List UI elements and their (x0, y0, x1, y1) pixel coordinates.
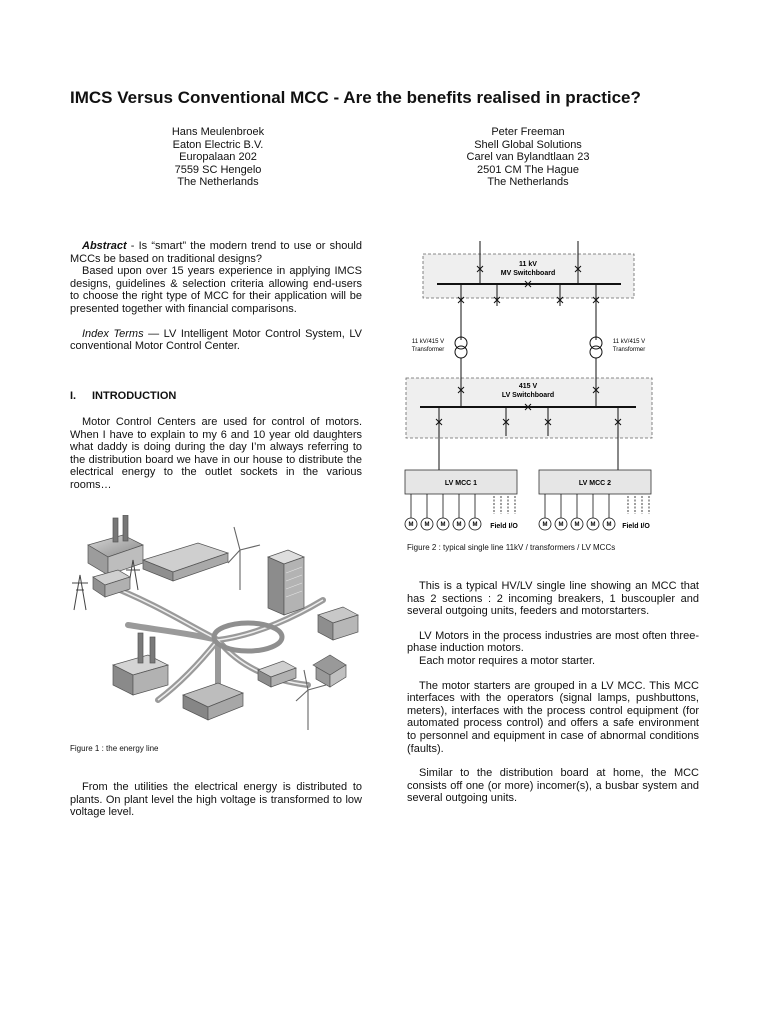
tx2-label-1: 11 kV/415 V (612, 339, 646, 345)
intro-paragraph (70, 416, 362, 492)
right-paragraph-2b: Each motor requires a motor starter. (419, 654, 596, 667)
author-country: The Netherlands (177, 176, 259, 189)
tx2-label-2: Transformer (612, 347, 646, 353)
abstract-text-2: Based upon over 15 years experience in applying IMCS designs, guidelines & selection criteria allowing end-users to choose the right type of MCC for their application will be presented together with financial comparisons. (70, 265, 362, 315)
abstract (70, 240, 362, 353)
section-number: I. (70, 390, 77, 402)
single-line-diagram (402, 236, 658, 536)
lv-voltage-label: 415 V (518, 383, 538, 390)
figure-2-single-line-diagram (402, 236, 658, 536)
mv-voltage-label: 11 kV (519, 261, 537, 268)
field-io-label-1: Field I/O (490, 523, 518, 530)
lv-name-label: LV Switchboard (501, 392, 555, 399)
mcc-2-label: LV MCC 2 (578, 480, 612, 487)
mv-name-label: MV Switchboard (500, 270, 556, 277)
svg-text:M: M (456, 522, 462, 528)
author-name: Peter Freeman (491, 126, 565, 138)
mcc-1-label: LV MCC 1 (444, 480, 478, 487)
author-street: Carel van Bylandtlaan 23 (466, 151, 590, 164)
right-paragraph-2a: LV Motors in the process industries are most often three-phase induction motors. (407, 629, 699, 655)
intro-text: Motor Control Centers are used for control of motors. When I have to explain to my 6 and 10 year old daughters what daddy is doing during the day I’m always referring to the distribution board we have in our house to distribute the electrical energy to the outlet sockets in the various rooms… (70, 416, 362, 491)
section-title: INTRODUCTION (92, 390, 177, 402)
author-block-2 (433, 126, 623, 189)
author-org: Eaton Electric B.V. (172, 138, 264, 151)
abstract-label: Abstract (82, 240, 127, 252)
svg-text:M: M (606, 522, 612, 528)
svg-text:M: M (408, 522, 414, 528)
tx1-label-2: Transformer (411, 347, 445, 353)
svg-text:M: M (590, 522, 596, 528)
abstract-text-1: - Is “smart” the modern trend to use or should MCCs be based on traditional designs? (70, 240, 362, 265)
field-io-arrows-mcc1 (494, 496, 515, 514)
right-column-text (407, 580, 699, 805)
author-country: The Netherlands (487, 176, 569, 189)
svg-text:M: M (558, 522, 564, 528)
author-city: 7559 SC Hengelo (174, 163, 262, 176)
field-io-arrows-mcc2 (628, 496, 649, 514)
author-org: Shell Global Solutions (474, 138, 582, 151)
figure-1-caption: Figure 1 : the energy line (70, 744, 159, 753)
figure-2-caption: Figure 2 : typical single line 11kV / transformers / LV MCCs (407, 543, 616, 552)
field-io-label-2: Field I/O (622, 523, 650, 530)
author-block-1 (123, 126, 313, 189)
section-heading (70, 390, 176, 402)
houses (313, 607, 358, 687)
right-paragraph-1: This is a typical HV/LV single line showing an MCC that has 2 sections : 2 incoming breakers, 1 buscoupler and several outgoing units, feeders and motorstarters. (407, 580, 699, 618)
power-plant (88, 515, 143, 575)
tx1-label-1: 11 kV/415 V (411, 339, 445, 345)
index-terms-text: — LV Intelligent Motor Control System, LV conventional Motor Control Center. (70, 327, 362, 353)
svg-text:M: M (424, 522, 430, 528)
svg-text:M: M (542, 522, 548, 528)
paper-title: IMCS Versus Conventional MCC - Are the benefits realised in practice? (70, 88, 641, 107)
right-paragraph-4: Similar to the distribution board at home, the MCC consists off one (or more) incomer(s), a busbar system and several outgoing units. (407, 767, 699, 805)
svg-text:M: M (440, 522, 446, 528)
author-city: 2501 CM The Hague (477, 163, 579, 176)
transformer-icon (455, 337, 602, 358)
energy-line-illustration (68, 515, 368, 737)
station-building (143, 543, 228, 581)
author-street: Europalaan 202 (179, 151, 257, 164)
svg-text:M: M (472, 522, 478, 528)
figure-1-energy-line (68, 515, 368, 737)
left-paragraph-2 (70, 781, 362, 819)
svg-text:M: M (574, 522, 580, 528)
right-paragraph-3: The motor starters are grouped in a LV MCC. This MCC interfaces with the operators (signal lamps, pushbuttons, meters), interfaces with the process control equipment (for automated process control) and offers a safe environment to personnel and equipment in case of abnormal conditions (faults). (407, 679, 699, 755)
author-name: Hans Meulenbroek (171, 126, 265, 138)
left-paragraph-2-text: From the utilities the electrical energy is distributed to plants. On plant level the high voltage is transformed to low voltage level. (70, 781, 362, 819)
index-terms-label: Index Terms (82, 327, 144, 340)
office-building (268, 550, 304, 615)
